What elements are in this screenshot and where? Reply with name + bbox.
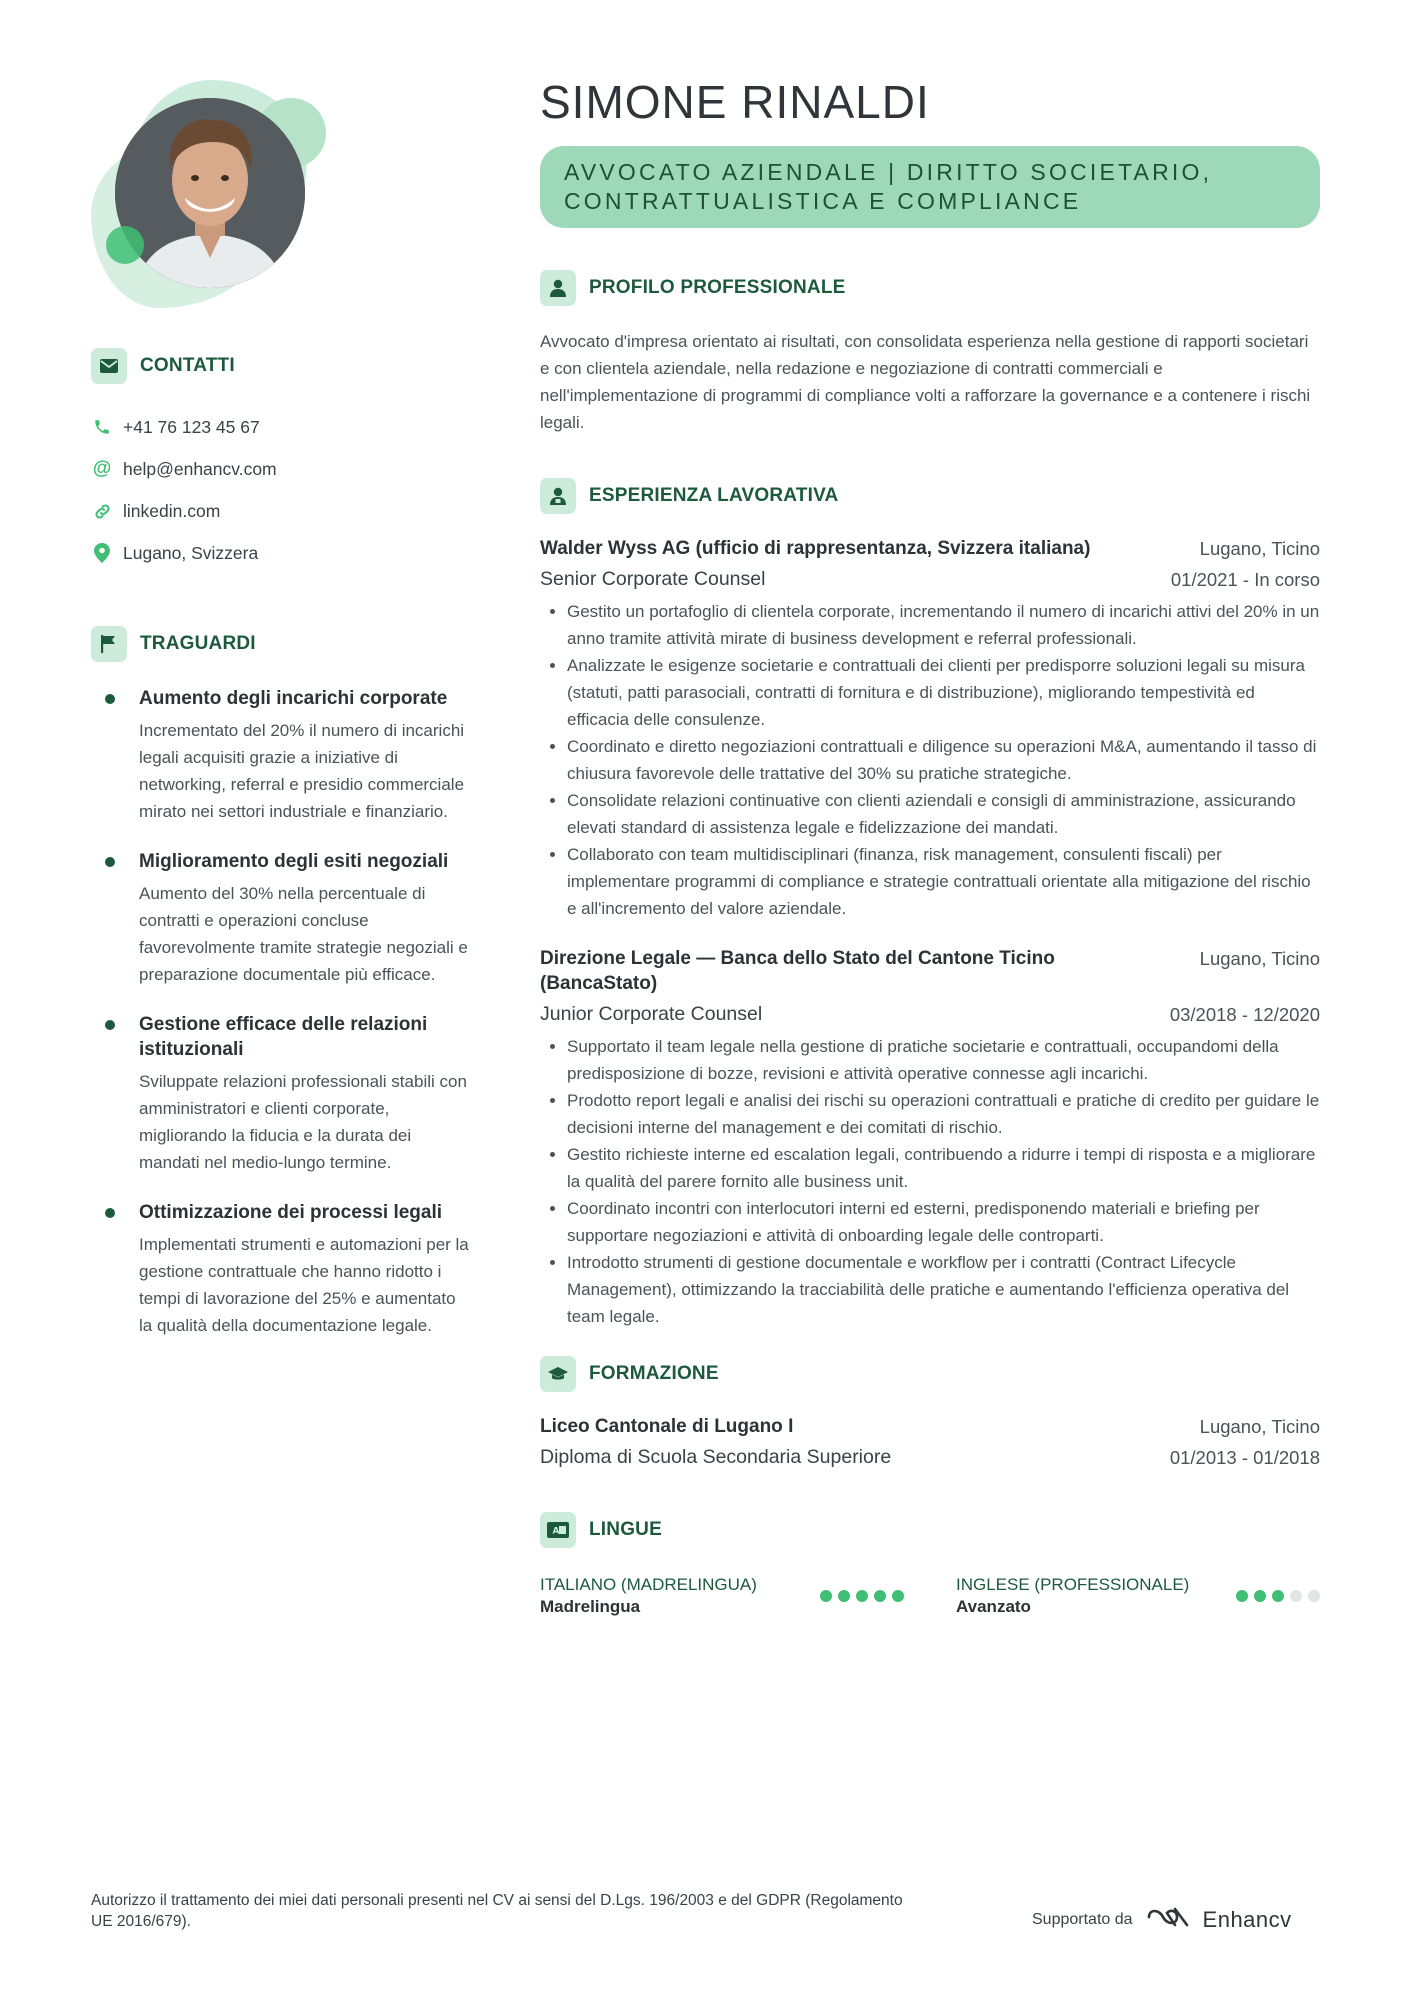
job-subheader bbox=[540, 567, 1320, 592]
flag-icon bbox=[91, 626, 127, 662]
education-section bbox=[540, 1356, 1320, 1470]
rating-dot-filled bbox=[1272, 1590, 1284, 1602]
achievements-heading bbox=[91, 626, 471, 662]
link-icon bbox=[91, 500, 113, 522]
graduation-cap-icon bbox=[540, 1356, 576, 1392]
contact-phone bbox=[91, 406, 471, 448]
achievement-text: Incrementato del 20% il numero di incarichi legali acquisiti grazie a iniziative di networking, referral e presidio commerciale mirato nei settori industriale e finanziario. bbox=[139, 721, 465, 821]
achievement-title: Miglioramento degli esiti negoziali bbox=[139, 851, 449, 872]
rating-dot-empty bbox=[1290, 1590, 1302, 1602]
enhancv-logo-icon bbox=[1145, 1905, 1191, 1934]
rating-dot-filled bbox=[838, 1590, 850, 1602]
role-banner bbox=[540, 146, 1320, 228]
contacts-section bbox=[91, 348, 471, 574]
rating-dot-filled bbox=[820, 1590, 832, 1602]
section-title: FORMAZIONE bbox=[589, 1363, 719, 1384]
contacts-heading bbox=[91, 348, 471, 384]
bullet-dot bbox=[105, 694, 115, 704]
company-name: Direzione Legale — Banca dello Stato del Cantone Ticino (BancaStato) bbox=[540, 948, 1055, 994]
education-subheader bbox=[540, 1445, 1320, 1470]
job-bullet: • Consolidate relazioni continuative con clienti aziendali e consigli di amministrazione, assicurando elevati standard di assistenza legale e fidelizzazione dei mandati. bbox=[567, 787, 1320, 841]
job-bullet: • Prodotto report legali e analisi dei rischi su operazioni contrattuali e pratiche di credito per guidare le decisioni interne del management e dei comitati di rischio. bbox=[567, 1087, 1320, 1141]
languages-section bbox=[540, 1512, 1320, 1618]
location-text: Lugano, Svizzera bbox=[123, 542, 259, 563]
job-dates: 03/2018 - 12/2020 bbox=[1169, 1004, 1320, 1025]
bullet-dot bbox=[105, 857, 115, 867]
section-title: TRAGUARDI bbox=[140, 633, 256, 654]
profile-heading bbox=[540, 270, 1320, 306]
language-list bbox=[540, 1574, 1320, 1618]
rating-dot-filled bbox=[1254, 1590, 1266, 1602]
section-title: ESPERIENZA LAVORATIVA bbox=[589, 485, 839, 506]
rating-dot-filled bbox=[1236, 1590, 1248, 1602]
contact-linkedin bbox=[91, 490, 471, 532]
profile-summary: Avvocato d'impresa orientato ai risultati, con consolidata esperienza nella gestione di rapporti societari e con clientela aziendale, nella redazione e negoziazione di contratti commerciali e nell'implementazione di programmi di compliance volti a rafforzare la governance e a contenere i rischi legali. bbox=[540, 332, 1311, 432]
bullet-dot bbox=[105, 1208, 115, 1218]
bullet-dot bbox=[105, 1020, 115, 1030]
education-dates: 01/2013 - 01/2018 bbox=[1169, 1447, 1320, 1468]
powered-by bbox=[1032, 1905, 1292, 1934]
school-name: Liceo Cantonale di Lugano I bbox=[540, 1416, 794, 1437]
languages-heading bbox=[540, 1512, 1320, 1548]
map-pin-icon bbox=[91, 542, 113, 564]
job-location: Lugano, Ticino bbox=[1199, 948, 1320, 969]
achievement-text: Aumento del 30% nella percentuale di contratti e operazioni concluse favorevolmente tramite strategie negoziali e preparazione documentale più efficace. bbox=[139, 884, 468, 984]
decorative-dot bbox=[106, 226, 144, 264]
job-bullet: • Coordinato e diretto negoziazioni contrattuali e diligence su operazioni M&A, aumentando il tasso di chiusura favorevole delle trattative del 30% su pratiche strategiche. bbox=[567, 733, 1320, 787]
education-header bbox=[540, 1414, 1320, 1439]
contact-list bbox=[91, 406, 471, 574]
job-subheader bbox=[540, 1002, 1320, 1027]
job-header bbox=[540, 536, 1320, 561]
achievement-item bbox=[91, 849, 471, 988]
language-card-icon bbox=[540, 1512, 576, 1548]
section-title: CONTATTI bbox=[140, 355, 235, 376]
achievement-item bbox=[91, 1200, 471, 1339]
privacy-note: Autorizzo il trattamento dei miei dati personali presenti nel CV ai sensi del D.Lgs. 196/2003 e del GDPR (Regolamento UE 2016/679). bbox=[91, 1892, 903, 1930]
job-bullet: • Supportato il team legale nella gestione di pratiche societarie e contrattuali, occupandomi della predisposizione di bozze, revisioni e attività operative connesse agli incarichi. bbox=[567, 1033, 1320, 1087]
linkedin-link[interactable]: linkedin.com bbox=[123, 500, 221, 521]
svg-text:A: A bbox=[552, 1526, 560, 1537]
school-location: Lugano, Ticino bbox=[1199, 1416, 1320, 1437]
achievement-text: Implementati strumenti e automazioni per la gestione contrattuale che hanno ridotto i tempi di lavorazione del 25% e aumentato la qualità della documentazione legale. bbox=[139, 1235, 469, 1335]
language-item bbox=[956, 1574, 1320, 1618]
candidate-name: SIMONE RINALDI bbox=[540, 76, 930, 128]
language-text bbox=[956, 1574, 1189, 1618]
job-entry bbox=[540, 536, 1320, 922]
email-link[interactable]: help@enhancv.com bbox=[123, 458, 277, 479]
experience-heading bbox=[540, 478, 1320, 514]
job-title: Senior Corporate Counsel bbox=[540, 568, 766, 590]
achievement-list bbox=[91, 686, 471, 1339]
phone-text[interactable]: +41 76 123 45 67 bbox=[123, 416, 260, 437]
achievement-item bbox=[91, 686, 471, 825]
job-entry bbox=[540, 946, 1320, 1330]
achievement-text: Sviluppate relazioni professionali stabili con amministratori e clienti corporate, migliorando la fiducia e la durata dei mandati nel medio-lungo termine. bbox=[139, 1072, 467, 1172]
education-heading bbox=[540, 1356, 1320, 1392]
user-icon bbox=[540, 270, 576, 306]
job-bullet: • Collaborato con team multidisciplinari (finanza, risk management, consulenti fiscali) per implementare programmi di compliance e strategie contrattuali orientate alla mitigazione del rischio e all'incremento del valore aziendale. bbox=[567, 841, 1320, 922]
phone-icon bbox=[91, 416, 113, 438]
language-name: ITALIANO (MADRELINGUA) bbox=[540, 1575, 757, 1594]
photo-area bbox=[91, 78, 331, 308]
job-bullet: • Coordinato incontri con interlocutori interni ed esterni, predisponendo materiali e briefing per supportare negoziazioni e attività di onboarding legale delle controparti. bbox=[567, 1195, 1320, 1249]
job-dates: 01/2021 - In corso bbox=[1170, 569, 1320, 590]
achievement-item bbox=[91, 1012, 471, 1176]
role-title: AVVOCATO AZIENDALE | DIRITTO SOCIETARIO, CONTRATTUALISTICA E COMPLIANCE bbox=[564, 159, 1213, 214]
rating-dot-empty bbox=[1308, 1590, 1320, 1602]
experience-section bbox=[540, 478, 1320, 1330]
language-level: Avanzato bbox=[956, 1597, 1031, 1616]
achievement-title: Gestione efficace delle relazioni istituzionali bbox=[139, 1014, 428, 1060]
rating-dot-filled bbox=[892, 1590, 904, 1602]
powered-by-label: Supportato da bbox=[1032, 1910, 1133, 1928]
job-title: Junior Corporate Counsel bbox=[540, 1003, 763, 1025]
rating-dot-filled bbox=[874, 1590, 886, 1602]
avatar bbox=[115, 98, 305, 288]
achievement-title: Ottimizzazione dei processi legali bbox=[139, 1202, 443, 1223]
achievements-section bbox=[91, 626, 471, 1339]
brand-name[interactable]: Enhancv bbox=[1202, 1906, 1292, 1932]
contact-location bbox=[91, 532, 471, 574]
briefcase-user-icon bbox=[540, 478, 576, 514]
right-column bbox=[540, 72, 1320, 1618]
job-location: Lugano, Ticino bbox=[1199, 538, 1320, 559]
language-item bbox=[540, 1574, 904, 1618]
job-bullet: • Gestito richieste interne ed escalation legali, contribuendo a ridurre i tempi di risposta e a migliorare la qualità del parere fornito alle business unit. bbox=[567, 1141, 1320, 1195]
language-level: Madrelingua bbox=[540, 1597, 641, 1616]
envelope-icon bbox=[91, 348, 127, 384]
at-icon: @ bbox=[92, 458, 112, 479]
job-header bbox=[540, 946, 1320, 996]
company-name: Walder Wyss AG (ufficio di rappresentanza, Svizzera italiana) bbox=[540, 538, 1091, 559]
language-rating bbox=[820, 1590, 904, 1602]
section-title: PROFILO PROFESSIONALE bbox=[589, 277, 846, 298]
language-name: INGLESE (PROFESSIONALE) bbox=[956, 1575, 1190, 1594]
contact-email bbox=[91, 448, 471, 490]
left-column bbox=[91, 78, 471, 1363]
rating-dot-filled bbox=[856, 1590, 868, 1602]
job-bullet: • Gestito un portafoglio di clientela corporate, incrementando il numero di incarichi attivi del 20% in un anno tramite attività mirate di business development e referral professionali. bbox=[567, 598, 1320, 652]
job-bullet: • Introdotto strumenti di gestione documentale e workflow per i contratti (Contract Lifecycle Management), ottimizzando la tracciabilità delle pratiche e aumentando l'efficienza operativa del team legale. bbox=[567, 1249, 1320, 1330]
job-bullet: • Analizzate le esigenze societarie e contrattuali dei clienti per predisporre soluzioni legali su misura (statuti, patti parasociali, contratti di fornitura e di distribuzione), migliorando tempestività ed efficacia delle consulenze. bbox=[567, 652, 1320, 733]
section-title: LINGUE bbox=[589, 1519, 662, 1540]
job-bullets bbox=[540, 1033, 1320, 1330]
job-bullets bbox=[540, 598, 1320, 922]
language-text bbox=[540, 1574, 757, 1618]
profile-section bbox=[540, 270, 1320, 436]
degree: Diploma di Scuola Secondaria Superiore bbox=[540, 1446, 892, 1468]
achievement-title: Aumento degli incarichi corporate bbox=[139, 688, 448, 709]
language-rating bbox=[1236, 1590, 1320, 1602]
